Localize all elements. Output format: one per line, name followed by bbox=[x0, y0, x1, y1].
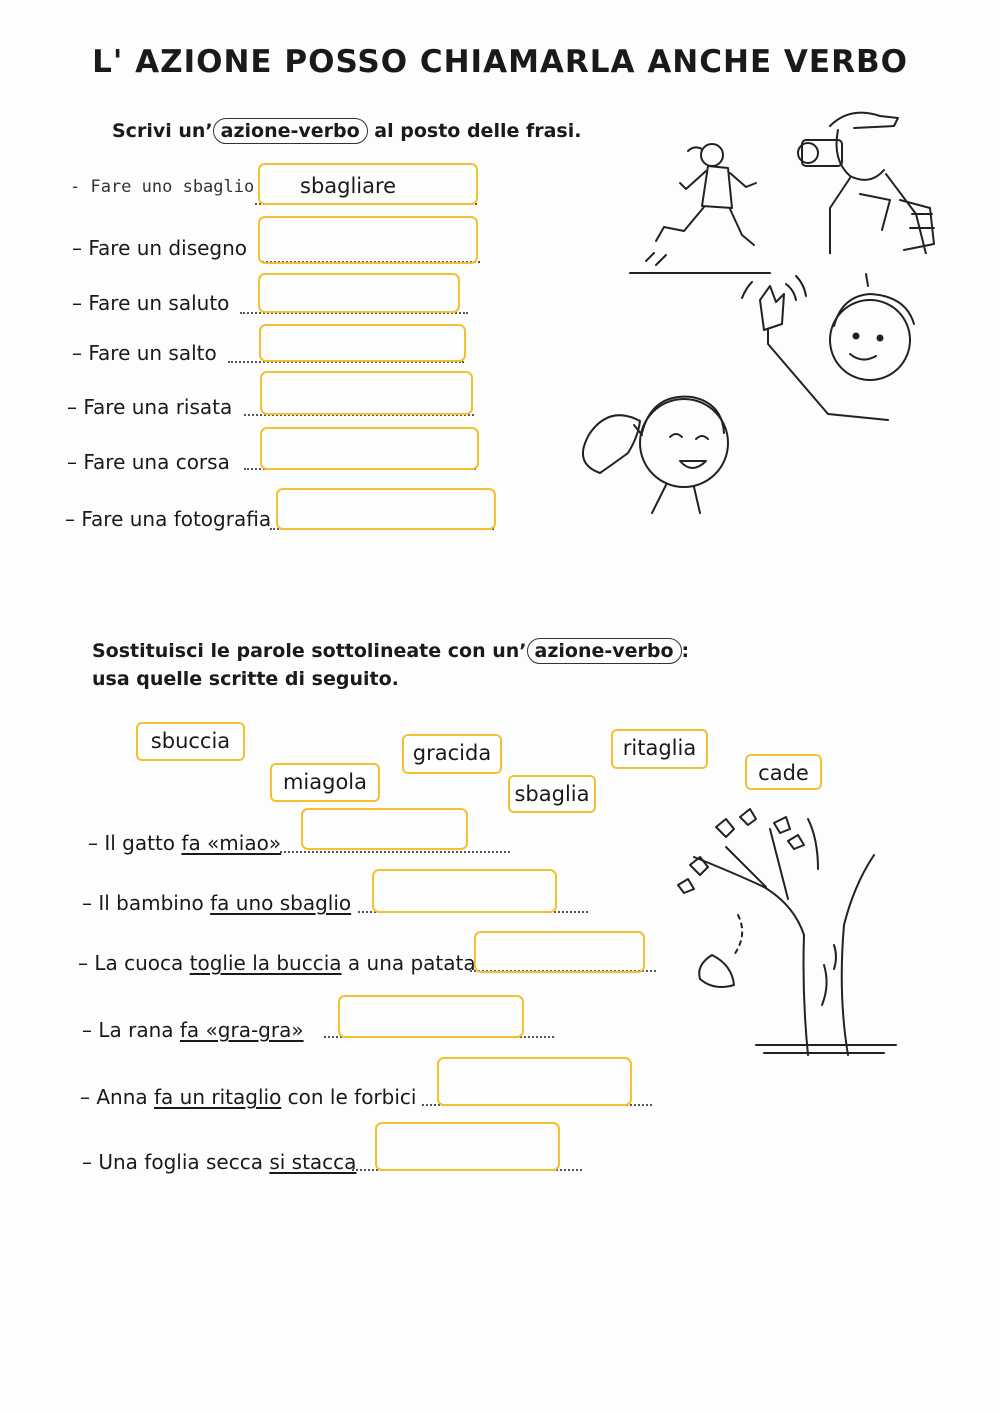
s2-sentence-3 bbox=[78, 951, 476, 975]
s1-label-1: - Fare uno sbaglio bbox=[70, 177, 255, 197]
sentence-text: – Il bambino bbox=[82, 891, 211, 915]
instruction-text: al posto delle frasi. bbox=[374, 120, 582, 142]
section1-instruction bbox=[112, 117, 581, 145]
underlined-phrase: fa un ritaglio bbox=[154, 1085, 282, 1109]
s2-sentence-4 bbox=[82, 1018, 304, 1042]
s1-label-6: – Fare una corsa bbox=[67, 450, 230, 474]
azione-verbo-pill: azione-verbo bbox=[213, 118, 368, 144]
sentence-text: – La rana bbox=[82, 1018, 180, 1042]
s2-answer-input-5[interactable] bbox=[437, 1057, 632, 1106]
chip-cade[interactable]: cade bbox=[745, 754, 822, 790]
sentence-text: – La cuoca bbox=[78, 951, 190, 975]
sentence-text: – Una foglia secca bbox=[82, 1150, 270, 1174]
s2-sentence-5 bbox=[80, 1085, 416, 1109]
sentence-text: – Anna bbox=[80, 1085, 155, 1109]
page-title: L' AZIONE POSSO CHIAMARLA ANCHE VERBO bbox=[92, 44, 908, 80]
s2-sentence-1 bbox=[88, 831, 281, 855]
s1-answer-input-2[interactable] bbox=[258, 216, 478, 264]
s2-sentence-2 bbox=[82, 891, 351, 915]
chip-sbuccia[interactable]: sbuccia bbox=[136, 722, 245, 761]
s1-answer-input-7[interactable] bbox=[276, 488, 496, 530]
s1-answer-input-1[interactable] bbox=[258, 163, 478, 205]
s2-answer-input-6[interactable] bbox=[375, 1122, 560, 1171]
chip-miagola[interactable]: miagola bbox=[270, 763, 380, 802]
s1-answer-input-3[interactable] bbox=[258, 273, 460, 313]
underlined-phrase: fa «miao» bbox=[181, 831, 282, 855]
section2-instruction bbox=[92, 637, 689, 693]
s2-answer-input-2[interactable] bbox=[372, 869, 557, 913]
s1-label-5: – Fare una risata bbox=[67, 395, 233, 419]
chip-gracida[interactable]: gracida bbox=[402, 734, 502, 774]
chip-sbaglia[interactable]: sbaglia bbox=[508, 775, 596, 813]
instruction-text: : bbox=[681, 640, 690, 662]
instruction-text: usa quelle scritte di seguito. bbox=[92, 668, 399, 690]
s1-label-4: – Fare un salto bbox=[72, 341, 217, 365]
s1-answer-input-6[interactable] bbox=[260, 427, 479, 470]
s2-sentence-6 bbox=[82, 1150, 356, 1174]
photographer-illustration bbox=[790, 104, 950, 254]
s2-answer-input-1[interactable] bbox=[301, 808, 468, 850]
azione-verbo-pill: azione-verbo bbox=[527, 638, 682, 664]
s1-label-3: – Fare un saluto bbox=[72, 291, 230, 315]
sentence-text: – Il gatto bbox=[88, 831, 182, 855]
laughing-girl-illustration bbox=[576, 385, 736, 515]
s1-answer-input-5[interactable] bbox=[260, 371, 473, 415]
underlined-phrase: si stacca bbox=[269, 1150, 357, 1174]
waving-boy-illustration bbox=[738, 270, 928, 430]
sentence-text: a una patata bbox=[341, 951, 476, 975]
s1-label-2: – Fare un disegno bbox=[72, 236, 248, 260]
instruction-text: Scrivi un’ bbox=[112, 120, 213, 142]
underlined-phrase: fa «gra-gra» bbox=[179, 1018, 304, 1042]
s1-answer-input-4[interactable] bbox=[259, 324, 466, 362]
s2-answer-input-4[interactable] bbox=[338, 995, 524, 1038]
s2-answer-input-3[interactable] bbox=[474, 931, 645, 973]
underlined-phrase: fa uno sbaglio bbox=[210, 891, 352, 915]
chip-ritaglia[interactable]: ritaglia bbox=[611, 729, 708, 769]
sentence-text: con le forbici bbox=[281, 1085, 417, 1109]
tree-illustration bbox=[668, 805, 898, 1065]
instruction-text: Sostituisci le parole sottolineate con un’ bbox=[92, 640, 527, 662]
underlined-phrase: toglie la buccia bbox=[189, 951, 342, 975]
running-girl-illustration bbox=[626, 135, 796, 280]
answer-dots bbox=[280, 851, 510, 853]
s1-label-7: – Fare una fotografia bbox=[65, 507, 272, 531]
